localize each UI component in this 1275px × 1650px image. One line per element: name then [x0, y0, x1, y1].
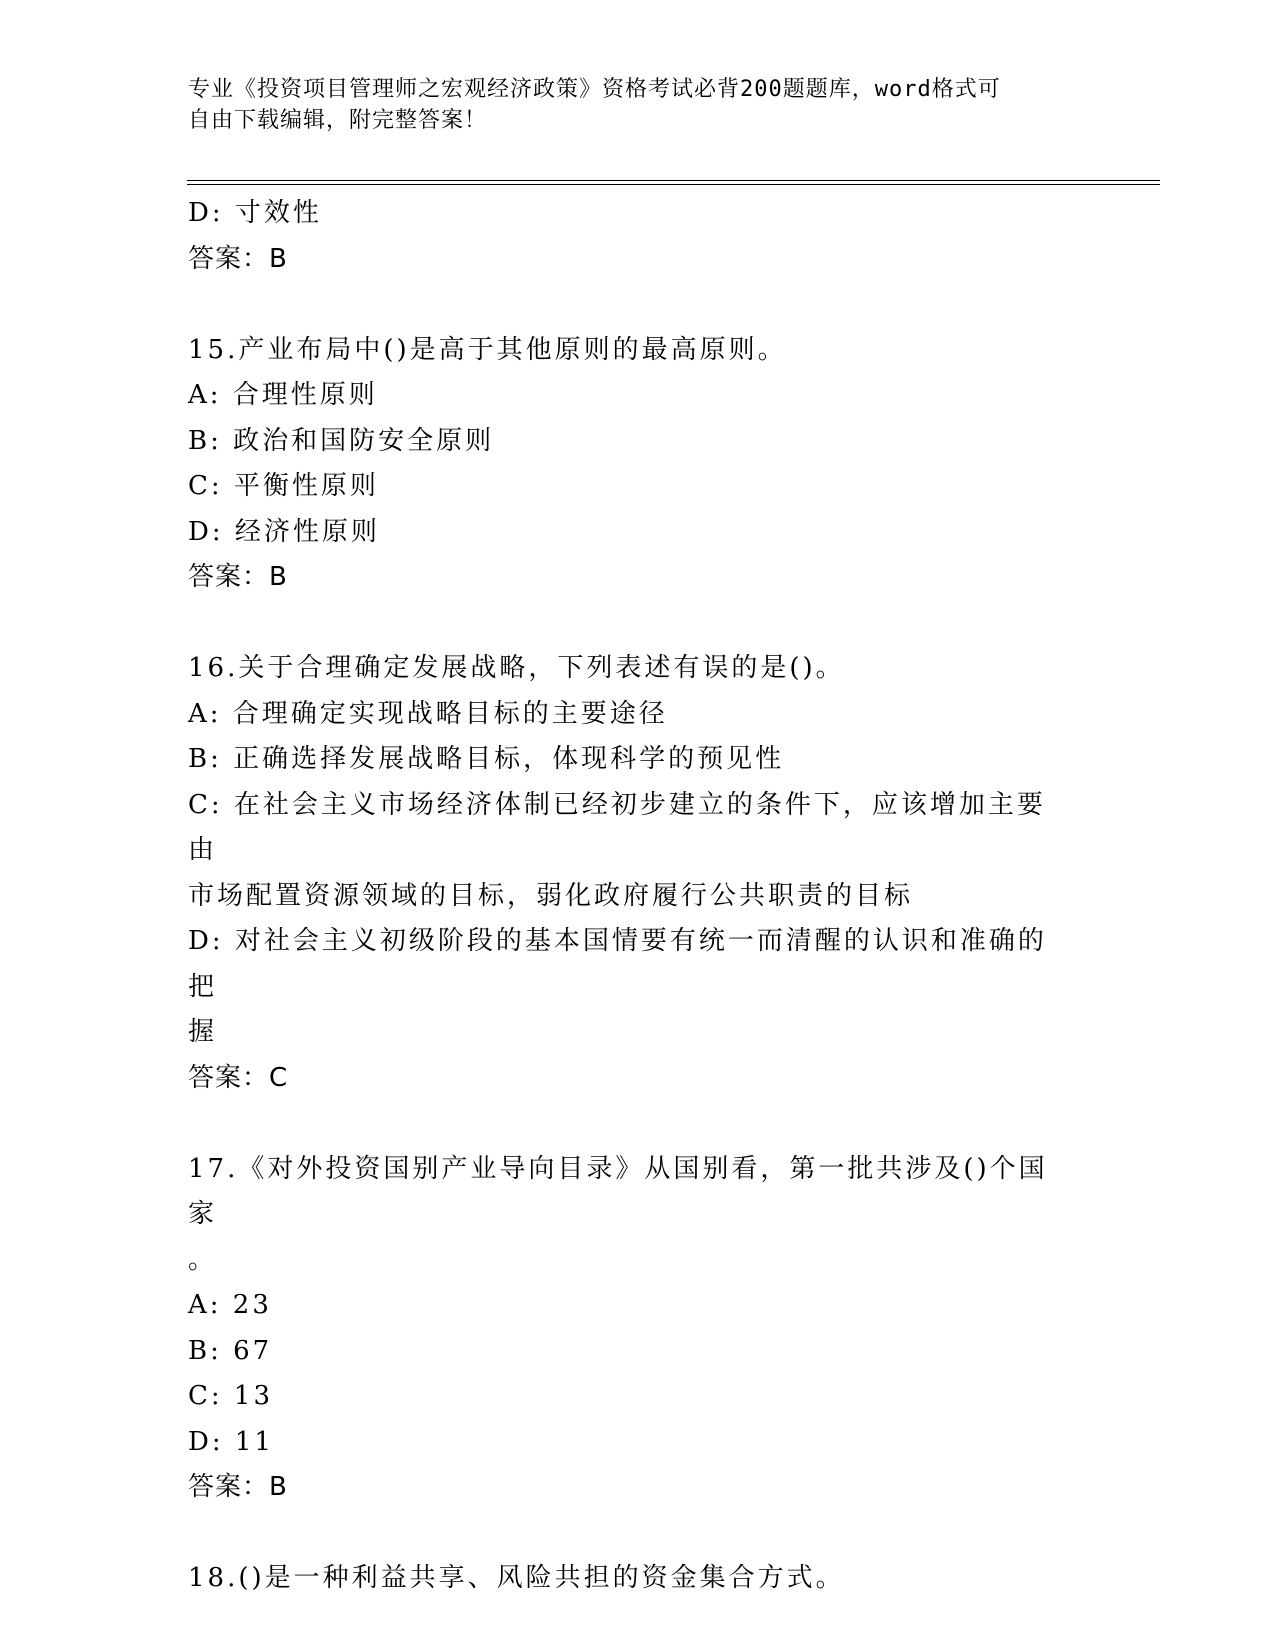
option-c: C: 在社会主义市场经济体制已经初步建立的条件下，应该增加主要由 [188, 789, 1046, 865]
answer: 答案：B [188, 1472, 288, 1502]
answer: 答案：B [188, 243, 288, 274]
spacer [188, 1511, 1068, 1557]
question-stem: 18.()是一种利益共享、风险共担的资金集合方式。 [188, 1563, 845, 1593]
option-c: C: 13 [188, 1381, 274, 1411]
question-16 [188, 646, 1068, 1101]
answer: 答案：B [188, 562, 288, 592]
spacer [188, 601, 1068, 647]
header-divider-top [187, 180, 1160, 181]
option-b: B: 67 [188, 1335, 273, 1366]
header-line-1: 专业《投资项目管理师之宏观经济政策》资格考试必背200题题库，word格式可 [188, 77, 1001, 102]
spacer [188, 1101, 1068, 1147]
question-list [188, 191, 1068, 1602]
option-d-continued: 握 [188, 1017, 218, 1047]
option-c-continued: 市场配置资源领域的目标，弱化政府履行公共职责的目标 [188, 880, 914, 911]
answer: 答案：C [188, 1062, 289, 1093]
option-a: A: 23 [188, 1290, 272, 1320]
header-line-2: 自由下载编辑，附完整答案！ [188, 108, 488, 133]
option-b: B: 正确选择发展战略目标，体现科学的预见性 [188, 744, 785, 774]
option-d: D: 寸效性 [188, 198, 322, 228]
option-a: A: 合理性原则 [188, 380, 378, 410]
question-stem: 15.产业布局中()是高于其他原则的最高原则。 [188, 334, 787, 365]
option-b: B: 政治和国防安全原则 [188, 425, 495, 456]
question-15 [188, 328, 1068, 601]
option-c: C: 平衡性原则 [188, 471, 379, 501]
question-18 [188, 1556, 1068, 1602]
question-14-tail [188, 191, 1068, 282]
option-a: A: 合理确定实现战略目标的主要途径 [188, 698, 668, 729]
option-d: D: 经济性原则 [188, 516, 380, 547]
option-d: D: 11 [188, 1426, 274, 1457]
question-stem: 17.《对外投资国别产业导向目录》从国别看，第一批共涉及()个国家 [188, 1153, 1048, 1229]
question-stem: 16.关于合理确定发展战略，下列表述有误的是()。 [188, 653, 845, 683]
document-header [188, 74, 1068, 136]
spacer [188, 282, 1068, 328]
question-stem-continued: 。 [188, 1244, 218, 1275]
question-17 [188, 1147, 1068, 1511]
option-d: D: 对社会主义初级阶段的基本国情要有统一而清醒的认识和准确的把 [188, 926, 1047, 1002]
header-divider-bottom [187, 184, 1160, 185]
